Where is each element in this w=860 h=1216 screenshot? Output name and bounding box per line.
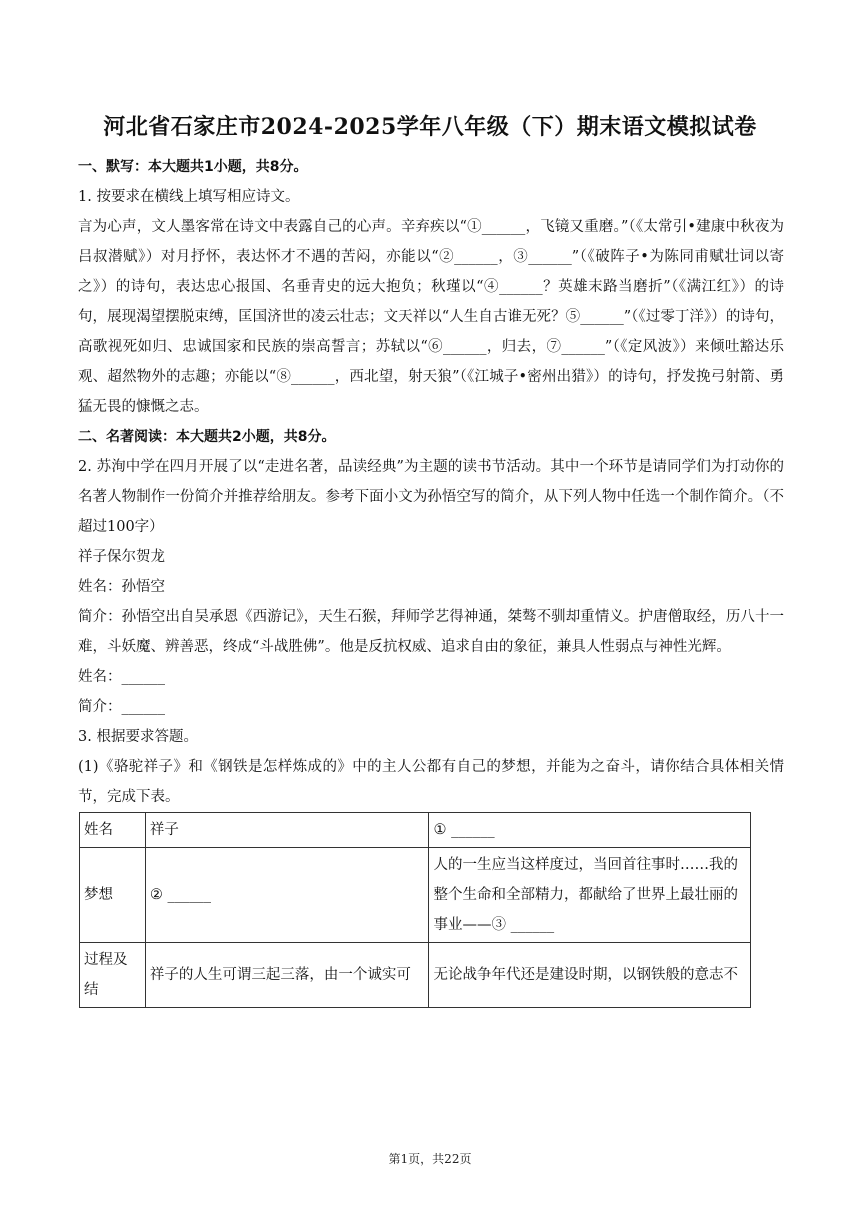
section-heading-2: 二、名著阅读：本大题共2小题，共8分。 (78, 429, 336, 445)
table-cell: ① ______ (429, 813, 751, 848)
question-3-stem: 3. 根据要求答题。 (78, 729, 198, 745)
page-footer: 第1页，共22页 (388, 1152, 472, 1166)
question-2-stem: 2. 苏洵中学在四月开展了以“走进名著，品读经典”为主题的读书节活动。其中一个环节是请同学们为打动你的名著人物制作一份简介并推荐给朋友。参考下面小文为孙悟空写的简介，从下列人物中任选一个制作简介。（不超过100字） (78, 459, 784, 535)
character-options: 祥子保尔贺龙 (78, 549, 165, 565)
blank-name: 姓名：______ (78, 669, 165, 685)
question-1-stem: 1. 按要求在横线上填写相应诗文。 (78, 189, 300, 205)
question-3-sub1: (1)《骆驼祥子》和《钢铁是怎样炼成的》中的主人公都有自己的梦想，并能为之奋斗，请你结合具体相关情节，完成下表。 (78, 759, 784, 805)
question-1-body: 言为心声，文人墨客常在诗文中表露自己的心声。辛弃疾以“①______，飞镜又重磨。”（《太常引•建康中秋夜为吕叔潜赋》）对月抒怀，表达怀才不遇的苦闷，亦能以“②______，③______”（《破阵子•为陈同甫赋壮词以寄之》）的诗句，表达忠心报国、名垂青史的远大抱负；秋瑾以“④______？英雄末路当磨折”（《满江红》）的诗句，展现渴望摆脱束缚，匡国济世的凌云壮志；文天祥以“人生自古谁无死？⑤______”（《过零丁洋》）的诗句，高歌视死如归、忠诚国家和民族的崇高誓言；苏轼以“⑥______，归去，⑦______”（《定风波》）来倾吐豁达乐观、超然物外的志趣；亦能以“⑧______，西北望，射天狼”（《江城子•密州出猎》）的诗句，抒发挽弓射箭、勇猛无畏的慷慨之志。 (78, 219, 784, 415)
page-title: 河北省石家庄市2024-2025学年八年级（下）期末语文模拟试卷 (103, 114, 757, 140)
blank-intro: 简介：______ (78, 699, 165, 715)
table-cell: 无论战争年代还是建设时期，以钢铁般的意志不 (429, 943, 751, 1008)
example-name: 姓名：孙悟空 (78, 579, 165, 595)
table-cell: 过程及结 (80, 943, 146, 1008)
document-body (78, 152, 784, 1008)
section-heading-1: 一、默写：本大题共1小题，共8分。 (78, 159, 308, 175)
table-cell: 人的一生应当这样度过，当回首往事时……我的整个生命和全部精力，都献给了世界上最壮丽的事业——③ ______ (429, 848, 751, 943)
answer-table (79, 812, 751, 1008)
table-row (80, 813, 751, 848)
table-cell: 祥子的人生可谓三起三落，由一个诚实可 (145, 943, 429, 1008)
table-row (80, 943, 751, 1008)
example-intro: 简介：孙悟空出自吴承恩《西游记》，天生石猴，拜师学艺得神通，桀骜不驯却重情义。护唐僧取经，历八十一难，斗妖魔、辨善恶，终成“斗战胜佛”。他是反抗权威、追求自由的象征，兼具人性弱点与神性光辉。 (78, 609, 784, 655)
table-cell: 梦想 (80, 848, 146, 943)
table-cell: 姓名 (80, 813, 146, 848)
table-cell: 祥子 (145, 813, 429, 848)
table-row (80, 848, 751, 943)
table-cell: ② ______ (145, 848, 429, 943)
